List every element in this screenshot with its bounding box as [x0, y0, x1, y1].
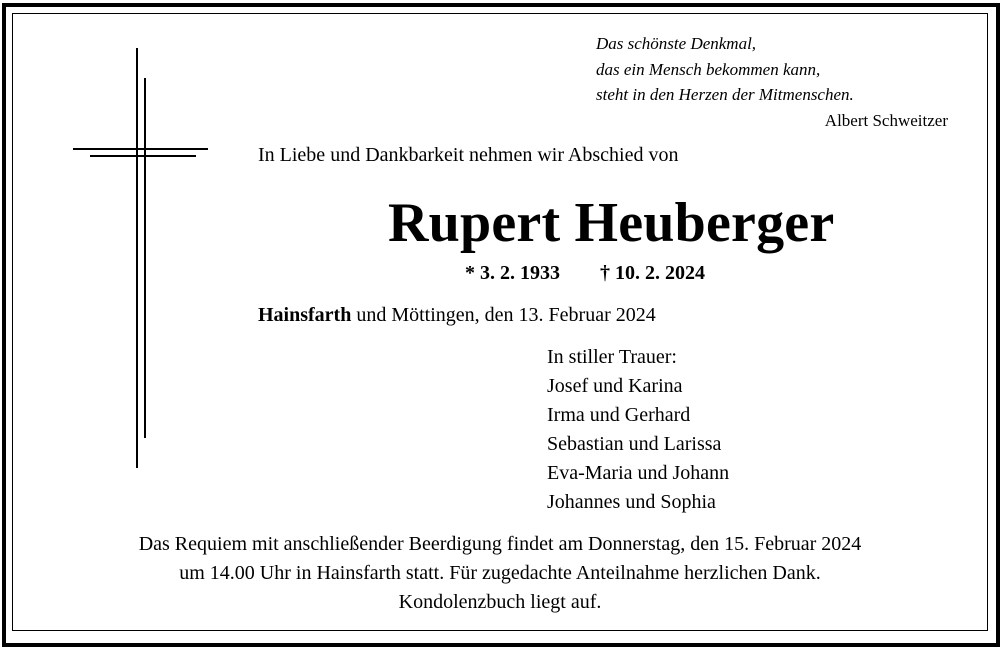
quote-author: Albert Schweitzer: [824, 110, 948, 130]
mourner-name: Josef und Karina: [547, 375, 683, 397]
cross-icon: [70, 46, 215, 471]
footer-line: um 14.00 Uhr in Hainsfarth statt. Für zugedachte Anteilnahme herzlichen Dank.: [179, 562, 821, 584]
death-date: † 10. 2. 2024: [600, 262, 705, 284]
quote-line: Das schönste Denkmal,: [596, 34, 757, 53]
mourner-name: Irma und Gerhard: [547, 404, 691, 426]
quote-line: steht in den Herzen der Mitmenschen.: [596, 85, 854, 104]
funeral-notice: [20, 530, 980, 617]
mourners-list: [547, 343, 729, 517]
place-date-line: [258, 304, 656, 327]
birth-date: * 3. 2. 1933: [465, 262, 560, 284]
deceased-name: Rupert Heuberger: [388, 192, 835, 254]
place-town: Hainsfarth: [258, 304, 352, 326]
mourners-heading: In stiller Trauer:: [547, 346, 677, 368]
quote-block: [596, 31, 956, 133]
place-rest: und Möttingen, den 13. Februar 2024: [356, 304, 656, 326]
intro-text: In Liebe und Dankbarkeit nehmen wir Abschied von: [258, 144, 679, 166]
mourner-name: Sebastian und Larissa: [547, 433, 722, 455]
footer-line: Kondolenzbuch liegt auf.: [398, 591, 602, 613]
quote-line: das ein Mensch bekommen kann,: [596, 59, 821, 79]
mourner-name: Eva-Maria und Johann: [547, 462, 730, 484]
life-dates: [465, 262, 705, 285]
mourner-name: Johannes und Sophia: [547, 491, 716, 513]
footer-line: Das Requiem mit anschließender Beerdigung findet am Donnerstag, den 15. Februar 2024: [138, 533, 862, 555]
